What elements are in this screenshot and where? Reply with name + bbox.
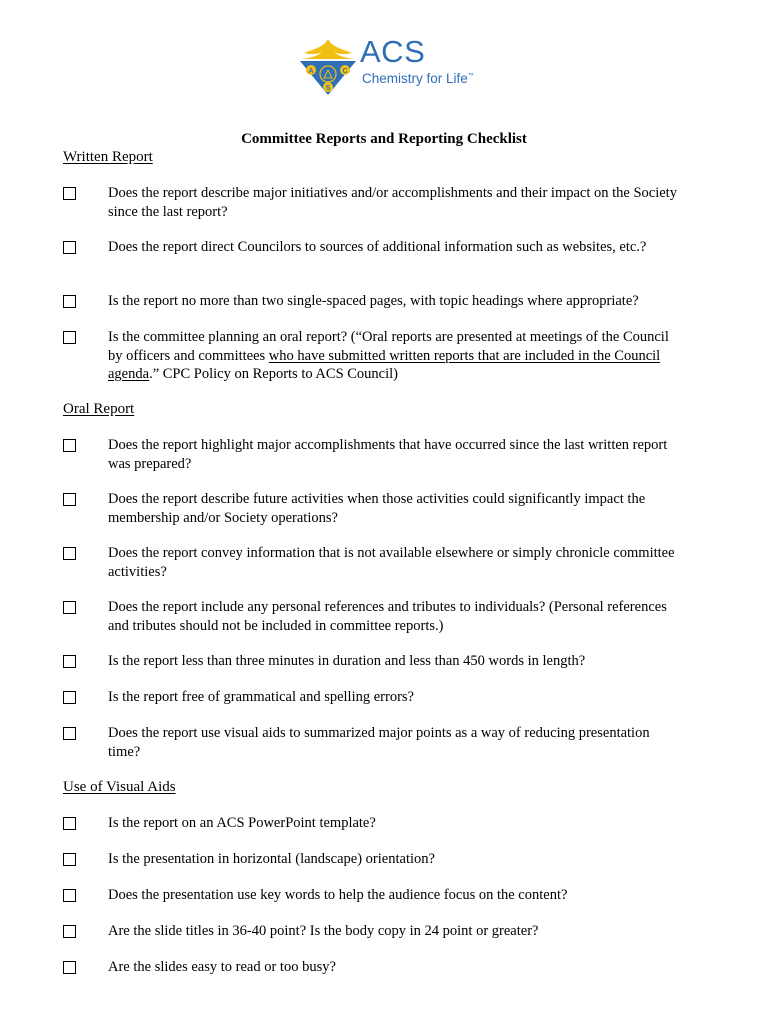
checkbox[interactable] [63, 817, 76, 830]
item-text: Is the report less than three minutes in duration and less than 450 words in length? [108, 653, 586, 669]
checkbox[interactable] [63, 493, 76, 506]
document-title: Committee Reports and Reporting Checklist [241, 131, 527, 147]
checkbox[interactable] [63, 439, 76, 452]
checkbox[interactable] [63, 961, 76, 974]
checkbox[interactable] [63, 889, 76, 902]
item-text: Is the report free of grammatical and spelling errors? [108, 689, 414, 705]
item-text: Does the report describe future activities when those activities could significantly impact the membership and/or Society operations? [108, 491, 646, 526]
acs-shield-icon [298, 37, 358, 97]
trademark-mark: ™ [467, 73, 474, 79]
item-text: Is the report no more than two single-spaced pages, with topic headings where appropriate? [108, 293, 639, 309]
checkbox[interactable] [63, 925, 76, 938]
item-text: Does the presentation use key words to help the audience focus on the content? [108, 887, 568, 903]
shield-letter-s: S [325, 85, 331, 92]
item-text: Are the slide titles in 36-40 point? Is the body copy in 24 point or greater? [108, 923, 539, 939]
checkbox[interactable] [63, 601, 76, 614]
item-text: Does the report use visual aids to summarized major points as a way of reducing presentation time? [108, 725, 650, 760]
item-text: Does the report convey information that is not available elsewhere or simply chronicle committee activities? [108, 545, 675, 580]
shield-letter-a: A [308, 68, 314, 75]
section-heading-visual-aids: Use of Visual Aids [63, 779, 176, 795]
checkbox[interactable] [63, 187, 76, 200]
item-text: Does the report direct Councilors to sources of additional information such as websites, etc.? [108, 239, 647, 255]
item-text: Are the slides easy to read or too busy? [108, 959, 336, 975]
section-heading-written-report: Written Report [63, 149, 153, 165]
checkbox[interactable] [63, 727, 76, 740]
checkbox[interactable] [63, 691, 76, 704]
item-text-part: Is the committee planning an oral report? (“Oral reports are presented at meetings of the Council by officers and committees [108, 329, 669, 364]
item-text: Does the report include any personal references and tributes to individuals? (Personal references and tributes should not be included in committee reports.) [108, 599, 667, 634]
item-text: Is the presentation in horizontal (landscape) orientation? [108, 851, 435, 867]
underlined-policy-quote: who have submitted written reports that are included in the Council agenda [108, 347, 661, 382]
checkbox[interactable] [63, 547, 76, 560]
logo-tagline [362, 72, 474, 86]
item-text [108, 328, 683, 384]
checkbox[interactable] [63, 331, 76, 344]
logo-tagline-text: Chemistry for Life [362, 71, 468, 86]
item-text: Does the report highlight major accomplishments that have occurred since the last written report was prepared? [108, 437, 668, 472]
checkbox[interactable] [63, 853, 76, 866]
logo-name: ACS [360, 34, 426, 69]
item-text: Does the report describe major initiatives and/or accomplishments and their impact on the Society since the last report? [108, 185, 677, 220]
checkbox[interactable] [63, 295, 76, 308]
acs-logo [298, 34, 478, 99]
checkbox[interactable] [63, 655, 76, 668]
checkbox[interactable] [63, 241, 76, 254]
section-heading-oral-report: Oral Report [63, 401, 135, 417]
item-text-part: .” CPC Policy on Reports to ACS Council) [149, 366, 398, 382]
shield-letter-c: C [342, 68, 348, 75]
item-text: Is the report on an ACS PowerPoint template? [108, 815, 376, 831]
